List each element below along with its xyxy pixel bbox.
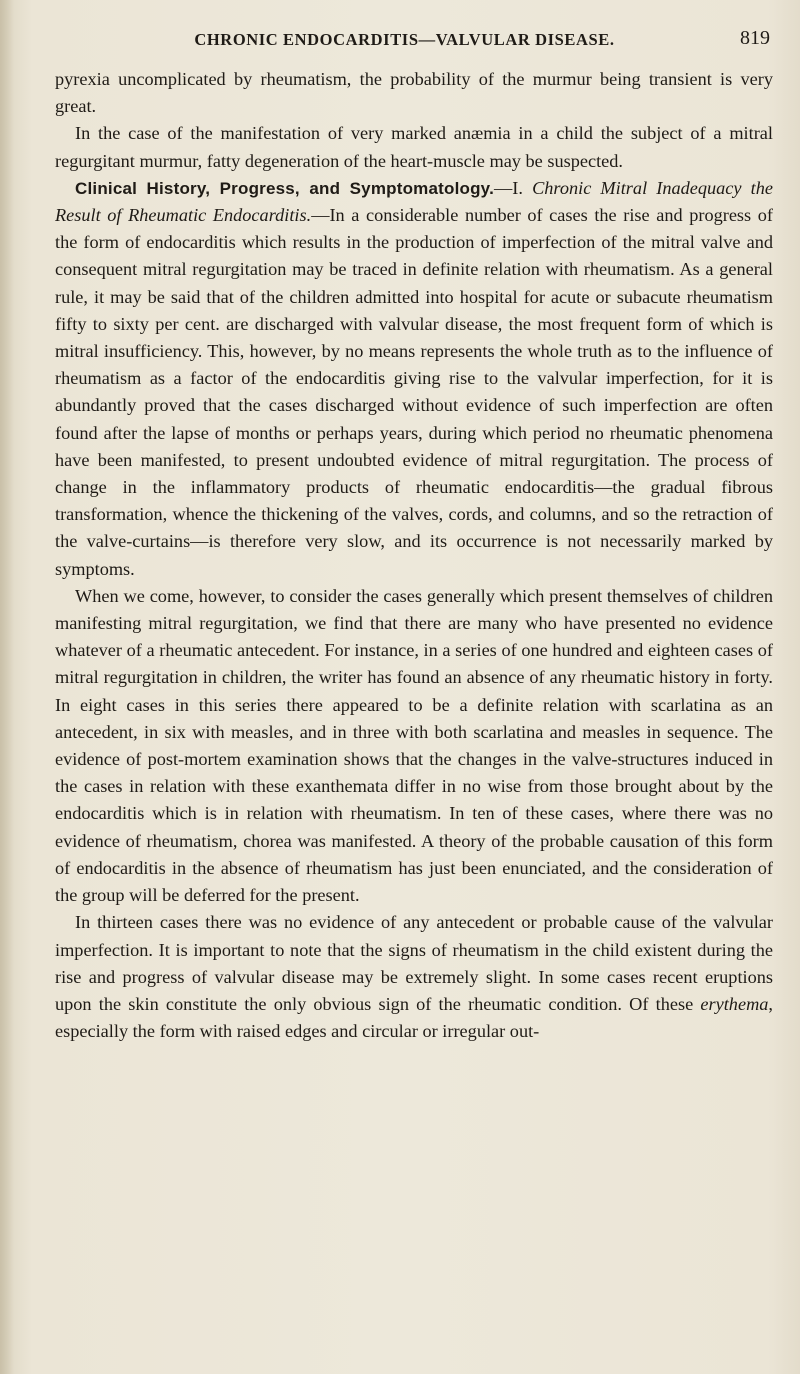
paragraph-anaemia: In the case of the manifestation of very marked anæmia in a child the subject of a mitral regurgitant murmur, fatty degeneration of the heart-muscle may be suspected.: [55, 123, 773, 171]
binding-shadow: [0, 0, 14, 1374]
paragraph-continuation: pyrexia uncomplicated by rheumatism, the probability of the murmur being transient is very great.: [55, 69, 773, 117]
section-heading: Clinical History, Progress, and Symptomatology.: [75, 178, 494, 198]
paragraph-text: In thirteen cases there was no evidence of any antecedent or probable cause of the valvular imperfection. It is important to note that the signs of rheumatism in the child existent during the rise and progress of valvular disease may be extremely slight. In some cases recent eruptions upon the skin constitute the only obvious sign of the rheumatic condition. Of these: [55, 912, 773, 1014]
subsection-title: Chronic Mitral Inadequacy the Result of Rheumatic Endocarditis.: [55, 177, 773, 226]
body-text: [55, 66, 773, 1045]
paragraph-text: —In a considerable number of cases the rise and progress of the form of endocarditis which results in the production of imperfection of the mitral valve and consequent mitral regurgitation may be traced in definite relation with rheumatism. As a general rule, it may be said that of the children admitted into hospital for acute or subacute rheumatism fifty to sixty per cent. are discharged with valvular disease, the most frequent form of which is mitral insufficiency. This, however, by no means represents the whole truth as to the influence of rheumatism as a factor of the endocarditis giving rise to the valvular imperfection, for it is abundantly proved that the cases discharged without evidence of such imperfection are often found after the lapse of months or perhaps years, during which period no rheumatic phenomena have been manifested, to present undoubted evidence of mitral regurgitation. The process of change in the inflammatory products of rheumatic endocarditis—the gradual fibrous transformation, whence the thickening of the valves, cords, and columns, and so the retraction of the valve-curtains—is therefore very slow, and its occurrence is not necessarily marked by symptoms.: [55, 205, 773, 579]
heading-dash: —I.: [494, 177, 533, 198]
paragraph-clinical-history: [55, 175, 773, 583]
paragraph-text: , especially the form with raised edges and circular or irregular out-: [55, 993, 773, 1042]
italic-term: erythema: [700, 993, 769, 1014]
paragraph-thirteen-cases: [55, 909, 773, 1045]
page-number: 819: [740, 27, 770, 49]
paragraph-non-rheumatic-cases: When we come, however, to consider the cases generally which present themselves of children manifesting mitral regurgitation, we find that there are many who have presented no evidence whatever of a rheumatic antecedent. For instance, in a series of one hundred and eighteen cases of mitral regurgitation in children, the writer has found an absence of any rheumatic history in forty. In eight cases in this series there appeared to be a definite relation with scarlatina as an antecedent, in six with measles, and in three with both scarlatina and measles in sequence. The evidence of post-mortem examination shows that the changes in the valve-structures induced in the cases in relation with these exanthemata differ in no wise from those brought about by the endocarditis which is in relation with rheumatism. In ten of these cases, where there was no evidence of rheumatism, chorea was manifested. A theory of the probable causation of this form of endocarditis in the absence of rheumatism has just been enunciated, and the consideration of the group will be deferred for the present.: [55, 585, 773, 906]
running-title: CHRONIC ENDOCARDITIS—VALVULAR DISEASE.: [194, 30, 615, 49]
